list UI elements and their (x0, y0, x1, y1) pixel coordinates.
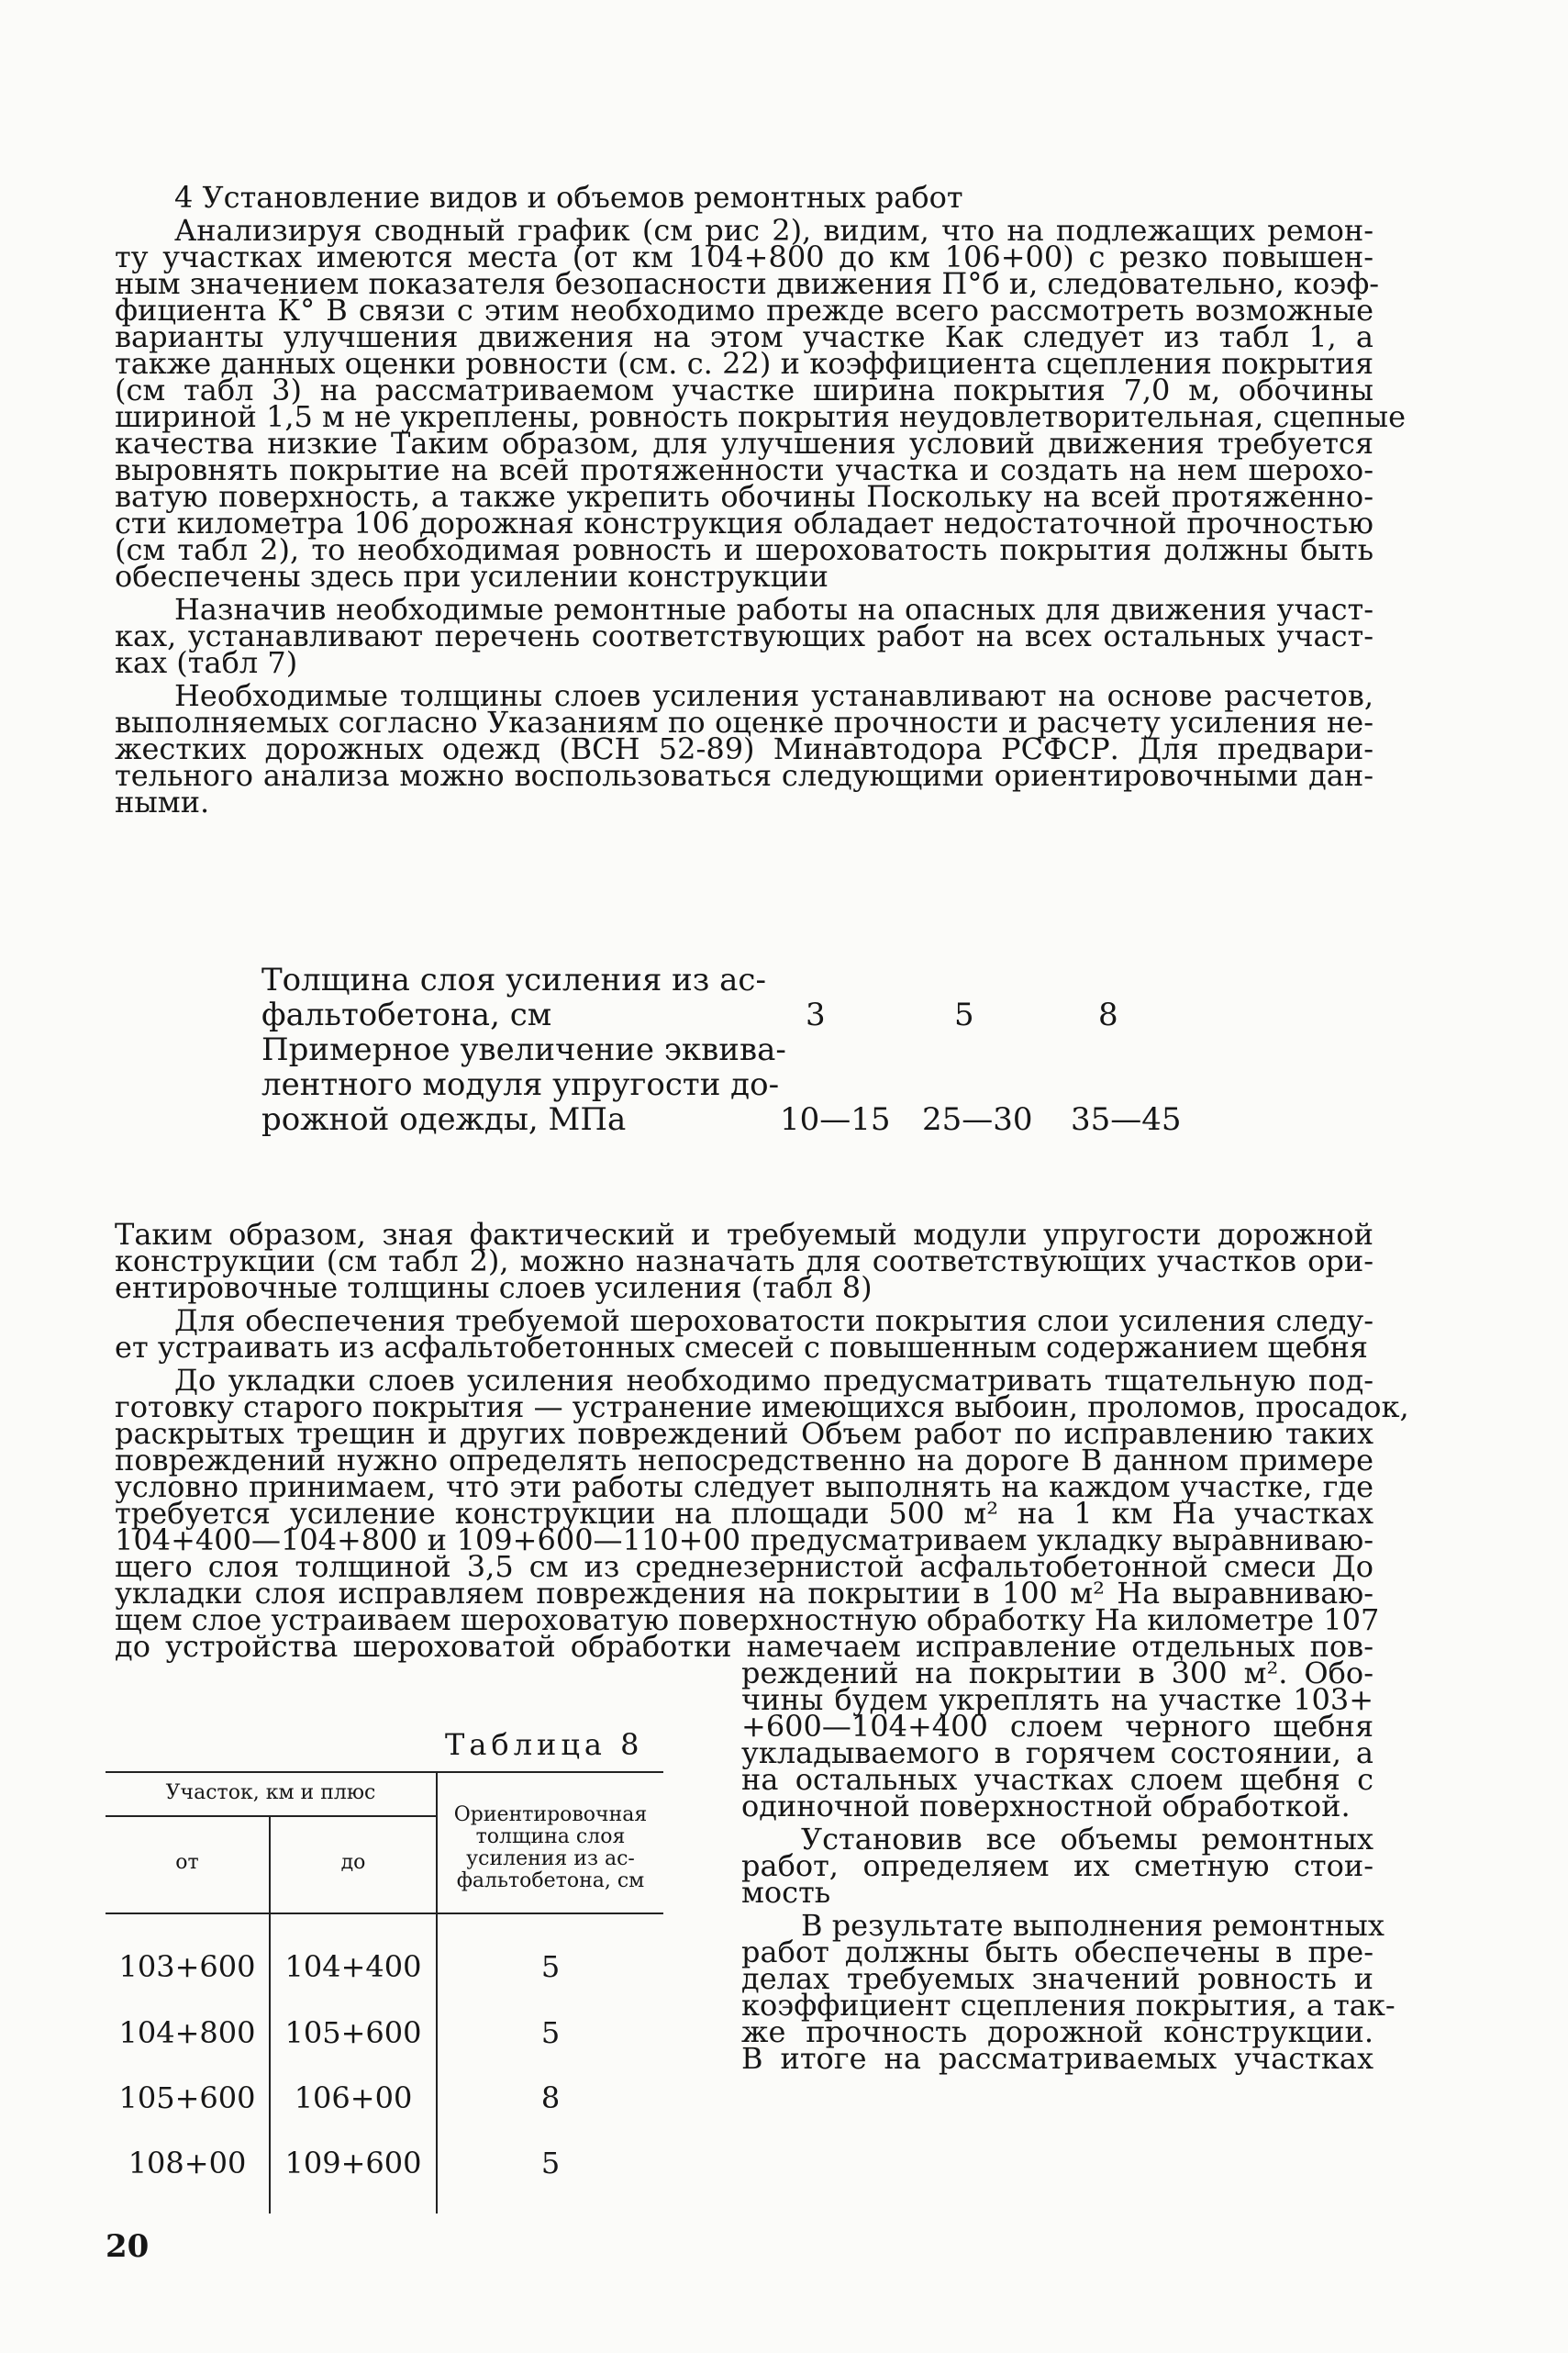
paragraph-line: же прочность дорожной конструкции. (741, 2014, 1373, 2049)
paragraph-line: фициента К° В связи с этим необходимо прежде всего рассмотреть возможные (115, 293, 1373, 328)
spec-row1-value: 3 (806, 997, 826, 1033)
table-cell-thickness: 5 (540, 2146, 561, 2180)
paragraph-line: (см табл 2), то необходимая ровность и шероховатость покрытия должны быть (115, 532, 1373, 567)
section-heading: 4 Установление видов и объемов ремонтных работ (174, 180, 963, 215)
paragraph-line: Необходимые толщины слоев усиления устанавливают на основе расчетов, (174, 678, 1373, 713)
paragraph-line: условно принимаем, что эти работы следует выполнять на каждом участке, где (115, 1469, 1373, 1504)
paragraph-line: ках, устанавливают перечень соответствующих работ на всех остальных участ- (115, 619, 1373, 653)
paragraph-line: качества низкие Таким образом, для улучшения условий движения требуется (115, 426, 1373, 461)
paragraph-line: укладываемого в горячем состоянии, а (741, 1735, 1373, 1770)
paragraph-line: выровнять покрытие на всей протяженности участка и создать на нем шерохо- (115, 452, 1373, 487)
paragraph-line: Установив все объемы ремонтных (801, 1822, 1373, 1857)
paragraph-line: работ, определяем их сметную стои- (741, 1848, 1373, 1883)
paragraph-line: делах требуемых значений ровность и (741, 1961, 1373, 1996)
table-header-thickness: усиления из ас- (466, 1847, 635, 1870)
paragraph-line: Для обеспечения требуемой шероховатости покрытия слои усиления следу- (174, 1303, 1373, 1338)
paragraph-line: 104+400—104+800 и 109+600—110+00 предусматриваем укладку выравниваю- (115, 1522, 1373, 1557)
paragraph-line: В результате выполнения ремонтных (801, 1908, 1385, 1943)
spec-row1-value: 5 (954, 997, 974, 1033)
table-cell-from: 103+600 (118, 1949, 256, 1984)
spec-row2-value: 35—45 (1071, 1101, 1182, 1138)
paragraph-line: на остальных участках слоем щебня с (741, 1762, 1373, 1797)
paragraph-line: Назначив необходимые ремонтные работы на опасных для движения участ- (174, 592, 1373, 627)
paragraph-line: жестких дорожных одежд (ВСН 52-89) Минавтодора РСФСР. Для предвари- (115, 731, 1373, 766)
paragraph-line: +600—104+400 слоем черного щебня (741, 1709, 1373, 1744)
table-cell-from: 105+600 (118, 2080, 256, 2115)
paragraph-line: сти километра 106 дорожная конструкция обладает недостаточной прочностью (115, 506, 1373, 541)
paragraph-line: (см табл 3) на рассматриваемом участке ширина покрытия 7,0 м, обочины (115, 373, 1373, 407)
paragraph-line: ту участках имеются места (от км 104+800 до км 106+00) с резко повышен- (115, 240, 1373, 274)
paragraph-line: варианты улучшения движения на этом участке Как следует из табл 1, а (115, 319, 1373, 354)
paragraph-line: укладки слоя исправляем повреждения на покрытии в 100 м² На выравниваю- (115, 1576, 1373, 1611)
table-header-thickness: Ориентировочная (453, 1803, 648, 1826)
table-cell-from: 104+800 (118, 2015, 256, 2050)
paragraph-line: Анализируя сводный график (см рис 2), видим, что на подлежащих ремон- (174, 213, 1373, 248)
table-cell-to: 104+400 (284, 1949, 422, 1984)
paragraph-line: мость (741, 1875, 831, 1910)
paragraph-line: коэффициент сцепления покрытия, а так- (741, 1988, 1396, 2023)
paragraph-line: ватую поверхность, а также укрепить обочины Поскольку на всей протяженно- (115, 479, 1373, 514)
spec-row1-label-line: фальтобетона, см (261, 997, 552, 1033)
table-cell-to: 105+600 (284, 2015, 422, 2050)
spec-row2-label-line: рожной одежды, МПа (261, 1101, 627, 1138)
paragraph-line: щего слоя толщиной 3,5 см из среднезернистой асфальтобетонной смеси До (115, 1549, 1373, 1584)
table-header-thickness: фальтобетона, см (456, 1869, 645, 1892)
paragraph-line: шириной 1,5 м не укреплены, ровность покрытия неудовлетворительная, сцепные (115, 399, 1407, 434)
table-header-section: Участок, км и плюс (165, 1781, 376, 1804)
paragraph-line: В итоге на рассматриваемых участках (741, 2041, 1373, 2076)
paragraph-line: чины будем укреплять на участке 103+ (741, 1682, 1373, 1717)
table-cell-thickness: 8 (540, 2080, 561, 2115)
table-rule (106, 1771, 663, 1773)
table-cell-from: 108+00 (128, 2146, 247, 2180)
paragraph-line: ным значением показателя безопасности движения П°б и, следовательно, коэф- (115, 266, 1380, 301)
paragraph-line: реждений на покрытии в 300 м². Обо- (741, 1656, 1373, 1690)
paragraph-line: одиночной поверхностной обработкой. (741, 1789, 1351, 1823)
paragraph-line: ентировочные толщины слоев усиления (табл 8) (115, 1270, 873, 1305)
spec-row1-label-line: Толщина слоя усиления из ас- (261, 962, 766, 998)
spec-row2-value: 10—15 (780, 1101, 891, 1138)
paragraph-line: До укладки слоев усиления необходимо предусматривать тщательную под- (174, 1363, 1373, 1398)
paragraph-line: работ должны быть обеспечены в пре- (741, 1935, 1373, 1969)
table-rule (106, 1913, 663, 1914)
paragraph-line: повреждений нужно определять непосредственно на дороге В данном примере (115, 1443, 1373, 1478)
table-cell-thickness: 5 (540, 1949, 561, 1984)
table-rule (106, 1815, 436, 1817)
paragraph-line: ет устраивать из асфальтобетонных смесей с повышенным содержанием щебня (115, 1330, 1368, 1365)
paragraph-line: требуется усиление конструкции на площади 500 м² на 1 км На участках (115, 1496, 1373, 1531)
paragraph-line: также данных оценки ровности (см. с. 22) и коэффициента сцепления покрытия (115, 346, 1373, 381)
table-cell-to: 106+00 (294, 2080, 413, 2115)
paragraph-line: конструкции (см табл 2), можно назначать для соответствующих участков ори- (115, 1243, 1373, 1278)
paragraph-line: щем слое устраиваем шероховатую поверхностную обработку На километре 107 (115, 1602, 1380, 1637)
spec-row2-label-line: Примерное увеличение эквива- (261, 1032, 786, 1068)
table-header-thickness: толщина слоя (475, 1825, 626, 1848)
paragraph-line: раскрытых трещин и других повреждений Объем работ по исправлению таких (115, 1416, 1373, 1451)
table-cell-to: 109+600 (284, 2146, 422, 2180)
paragraph-line: тельного анализа можно воспользоваться следующими ориентировочными дан- (115, 758, 1373, 793)
page-number: 20 (106, 2228, 150, 2265)
paragraph-line: ными. (115, 785, 210, 820)
spec-row2-label-line: лентного модуля упругости до- (261, 1066, 780, 1103)
spec-row1-value: 8 (1098, 997, 1118, 1033)
table-caption: Таблица 8 (445, 1727, 644, 1762)
paragraph-line: готовку старого покрытия — устранение имеющихся выбоин, проломов, просадок, (115, 1389, 1409, 1424)
paragraph-line: ках (табл 7) (115, 645, 298, 680)
table-header-from: от (175, 1851, 199, 1874)
paragraph-line: обеспечены здесь при усилении конструкции (115, 559, 828, 594)
paragraph-line: выполняемых согласно Указаниям по оценке прочности и расчету усиления не- (115, 705, 1373, 740)
paragraph-line: до устройства шероховатой обработки намечаем исправление отдельных пов- (115, 1629, 1373, 1664)
table-cell-thickness: 5 (540, 2015, 561, 2050)
table-header-to: до (340, 1851, 366, 1874)
spec-row2-value: 25—30 (922, 1101, 1033, 1138)
paragraph-line: Таким образом, зная фактический и требуемый модули упругости дорожной (115, 1217, 1373, 1252)
